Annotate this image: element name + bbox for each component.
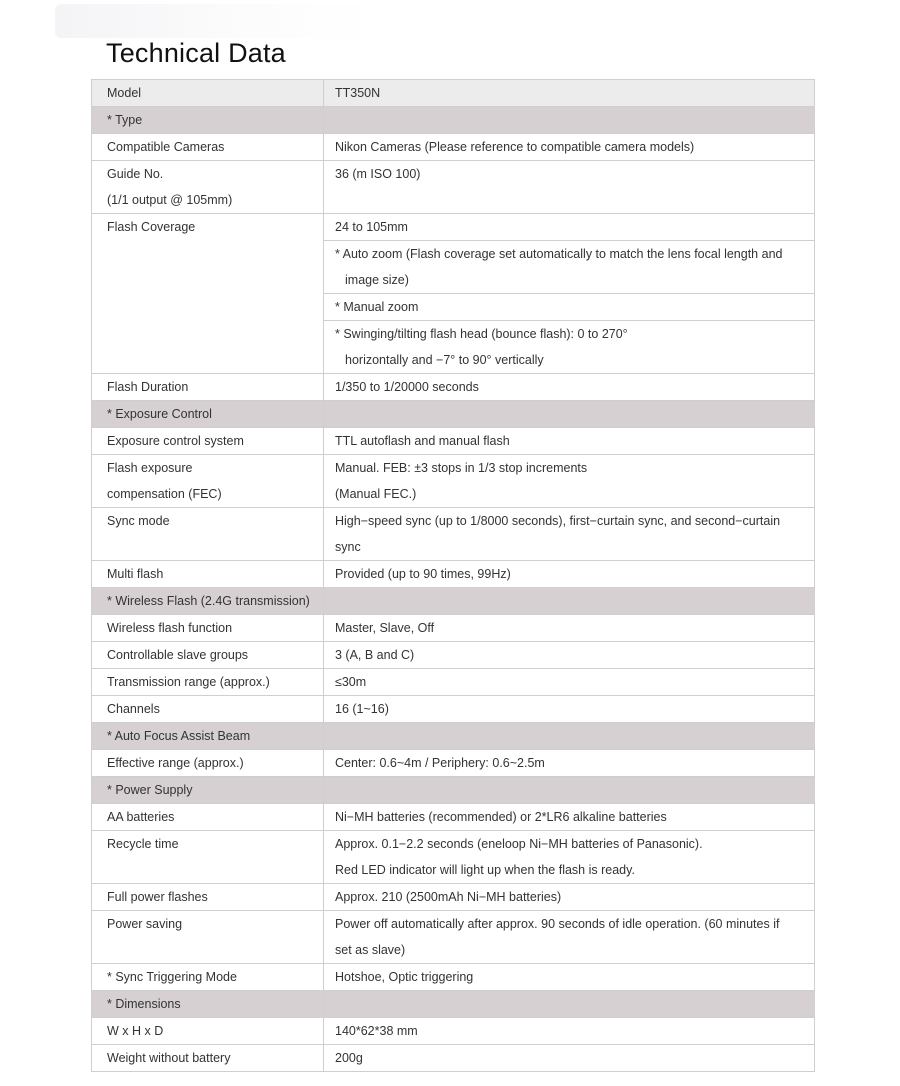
- table-row: [92, 134, 815, 161]
- page-title: Technical Data: [106, 38, 286, 68]
- row-label: Guide No.: [107, 167, 164, 181]
- row-value: Center: 0.6~4m / Periphery: 0.6~2.5m: [335, 756, 545, 770]
- row-value-cont: Red LED indicator will light up when the flash is ready.: [335, 863, 635, 877]
- row-label: Model: [92, 80, 324, 107]
- faded-page-header: [55, 4, 375, 38]
- row-value: 140*62*38 mm: [335, 1024, 418, 1038]
- row-label: * Sync Triggering Mode: [92, 964, 324, 991]
- row-value: 16 (1~16): [335, 702, 389, 716]
- row-label: Compatible Cameras: [92, 134, 324, 161]
- row-label: Channels: [92, 696, 324, 723]
- row-value: Hotshoe, Optic triggering: [335, 970, 474, 984]
- section-header-exposure: [92, 401, 815, 428]
- row-value: * Manual zoom: [324, 294, 814, 321]
- table-row: [92, 804, 815, 831]
- row-label: Flash Duration: [92, 374, 324, 401]
- row-value-cont: set as slave): [335, 943, 406, 957]
- row-label-sub: compensation (FEC): [107, 487, 222, 501]
- row-value: High−speed sync (up to 1/8000 seconds), first−curtain sync, and second−curtain: [335, 514, 781, 528]
- spec-table: [91, 79, 815, 1072]
- row-value-cont: sync: [335, 540, 361, 554]
- table-row-model: [92, 80, 815, 107]
- row-value-cont: image size): [345, 273, 409, 287]
- row-value: Approx. 210 (2500mAh Ni−MH batteries): [335, 890, 562, 904]
- section-header-power: [92, 777, 815, 804]
- row-label: Effective range (approx.): [92, 750, 324, 777]
- row-label: Wireless flash function: [92, 615, 324, 642]
- table-row: [92, 561, 815, 588]
- row-value: 3 (A, B and C): [335, 648, 415, 662]
- row-label: Power saving: [92, 911, 324, 964]
- row-label: AA batteries: [92, 804, 324, 831]
- section-header-af-assist: [92, 723, 815, 750]
- row-value: Provided (up to 90 times, 99Hz): [335, 567, 511, 581]
- table-row: [92, 884, 815, 911]
- section-header-type: [92, 107, 815, 134]
- table-row: [92, 669, 815, 696]
- table-row: [92, 428, 815, 455]
- section-label: * Dimensions: [92, 991, 324, 1018]
- section-header-wireless: [92, 588, 815, 615]
- row-value-cont: (Manual FEC.): [335, 487, 417, 501]
- section-label: * Type: [92, 107, 324, 134]
- table-row: [92, 1045, 815, 1072]
- section-label: * Power Supply: [92, 777, 324, 804]
- table-row: [92, 750, 815, 777]
- row-label: Full power flashes: [92, 884, 324, 911]
- row-value: Approx. 0.1−2.2 seconds (eneloop Ni−MH batteries of Panasonic).: [335, 837, 703, 851]
- row-label: Flash Coverage: [92, 214, 324, 374]
- row-label: Exposure control system: [92, 428, 324, 455]
- row-value: Power off automatically after approx. 90 seconds of idle operation. (60 minutes if: [335, 917, 780, 931]
- row-label: Recycle time: [92, 831, 324, 884]
- row-value: * Auto zoom (Flash coverage set automatically to match the lens focal length and: [335, 247, 783, 261]
- section-label: * Wireless Flash (2.4G transmission): [92, 588, 324, 615]
- row-value: Manual. FEB: ±3 stops in 1/3 stop increments: [335, 461, 588, 475]
- section-label: * Auto Focus Assist Beam: [92, 723, 324, 750]
- table-row-flash-coverage: [92, 214, 815, 374]
- row-value: TT350N: [335, 86, 381, 100]
- row-value: * Swinging/tilting flash head (bounce flash): 0 to 270°: [335, 327, 628, 341]
- table-row: [92, 964, 815, 991]
- table-row: [92, 1018, 815, 1045]
- table-row: [92, 831, 815, 884]
- row-label: W x H x D: [92, 1018, 324, 1045]
- row-label: Multi flash: [92, 561, 324, 588]
- section-header-dimensions: [92, 991, 815, 1018]
- row-label: Transmission range (approx.): [92, 669, 324, 696]
- row-label-sub: (1/1 output @ 105mm): [107, 193, 233, 207]
- row-label: Weight without battery: [92, 1045, 324, 1072]
- nested-values: [324, 214, 814, 373]
- table-row: [92, 374, 815, 401]
- row-value: 24 to 105mm: [324, 214, 814, 241]
- table-row: [92, 455, 815, 508]
- row-value: 1/350 to 1/20000 seconds: [335, 380, 479, 394]
- row-value: ≤30m: [335, 675, 367, 689]
- row-value: TTL autoflash and manual flash: [335, 434, 510, 448]
- row-value-cont: horizontally and −7° to 90° vertically: [345, 353, 544, 367]
- row-value: Ni−MH batteries (recommended) or 2*LR6 alkaline batteries: [335, 810, 667, 824]
- table-row: [92, 508, 815, 561]
- table-row: [92, 642, 815, 669]
- row-label: Controllable slave groups: [92, 642, 324, 669]
- row-value: 36 (m ISO 100): [335, 167, 421, 181]
- row-value: Master, Slave, Off: [335, 621, 435, 635]
- table-row: [92, 615, 815, 642]
- section-label: * Exposure Control: [92, 401, 324, 428]
- row-label: Flash exposure: [107, 461, 193, 475]
- table-row: [92, 696, 815, 723]
- row-label: Sync mode: [92, 508, 324, 561]
- table-row: [92, 911, 815, 964]
- table-row: [92, 161, 815, 214]
- row-value: 200g: [335, 1051, 363, 1065]
- row-value: Nikon Cameras (Please reference to compatible camera models): [335, 140, 695, 154]
